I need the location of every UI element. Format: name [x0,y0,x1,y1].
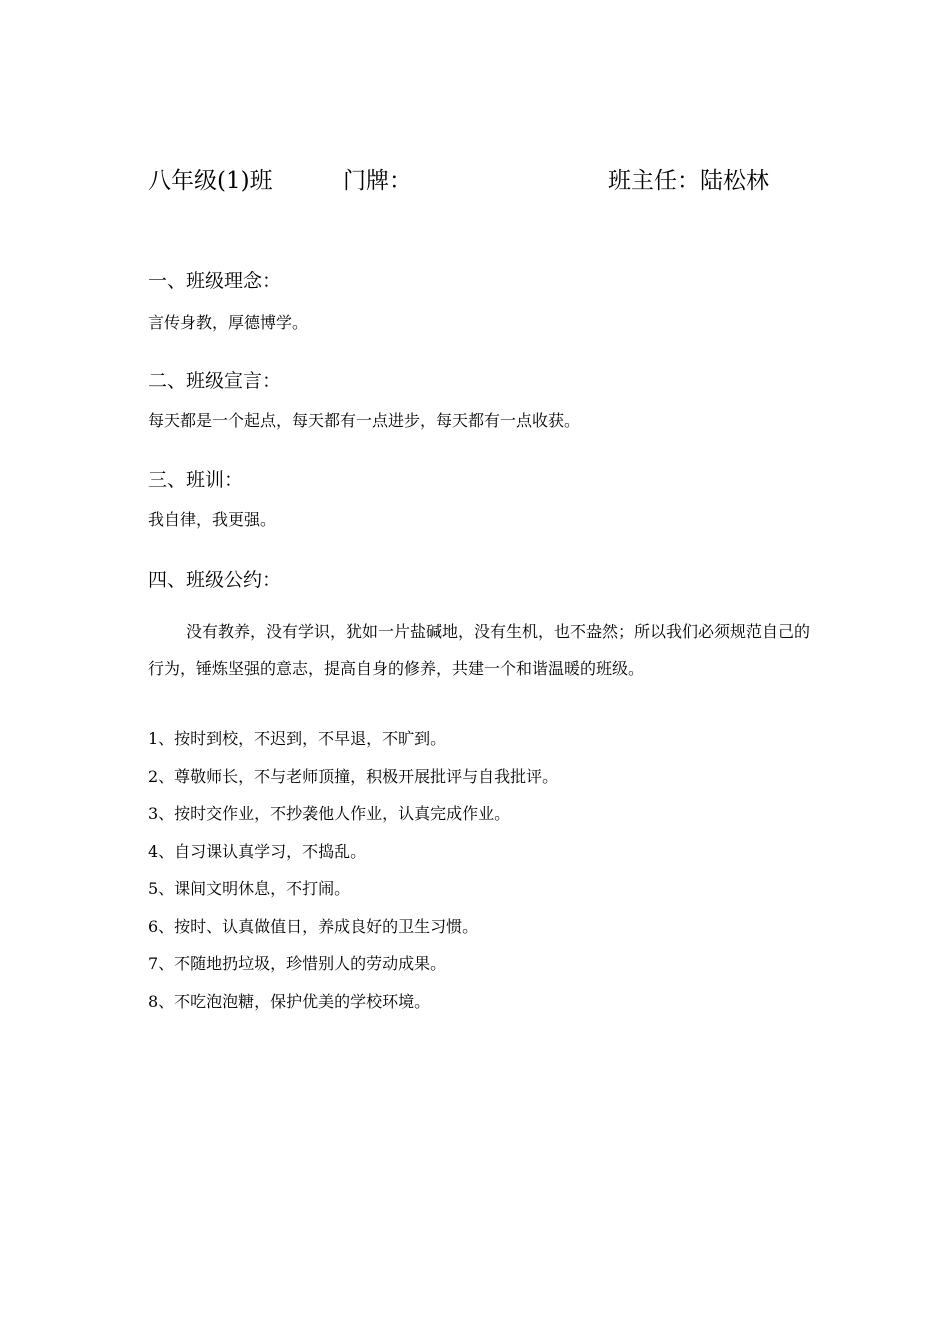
list-item: 8、不吃泡泡糖，保护优美的学校环境。 [148,991,431,1011]
list-item: 1、按时到校，不迟到，不早退，不旷到。 [148,729,447,748]
list-item: 3、按时交作业，不抄袭他人作业，认真完成作业。 [148,804,511,823]
section-heading-convention: 四、班级公约： [148,569,282,591]
motto-text: 我自律，我更强。 [148,510,277,529]
list-item: 6、按时、认真做值日，养成良好的卫生习惯。 [148,916,479,936]
philosophy-text: 言传身教，厚德博学。 [148,313,309,332]
section-heading-motto: 三、班训： [148,469,244,491]
list-item: 2、尊敬师长，不与老师顶撞，积极开展批评与自我批评。 [148,766,559,786]
list-item: 4、自习课认真学习，不捣乱。 [148,841,367,861]
section-heading-declaration: 二、班级宣言： [148,370,282,392]
header-row [0,164,950,198]
declaration-text: 每天都是一个起点，每天都有一点进步，每天都有一点收获。 [148,411,581,430]
section-heading-philosophy: 一、班级理念： [148,270,282,292]
teacher-label: 班主任：陆松林 [608,168,769,194]
list-item: 5、课间文明休息，不打闹。 [148,879,351,898]
convention-rules-list [148,724,558,1024]
list-item: 7、不随地扔垃圾，珍惜别人的劳动成果。 [148,954,447,973]
door-label: 门牌： [343,168,412,194]
convention-intro: 没有教养，没有学识，犹如一片盐碱地，没有生机，也不盎然；所以我们必须规范自己的行为，锤炼坚强的意志，提高自身的修养，共建一个和谐温暖的班级。 [148,622,811,678]
class-name: 八年级(1)班 [148,168,273,194]
